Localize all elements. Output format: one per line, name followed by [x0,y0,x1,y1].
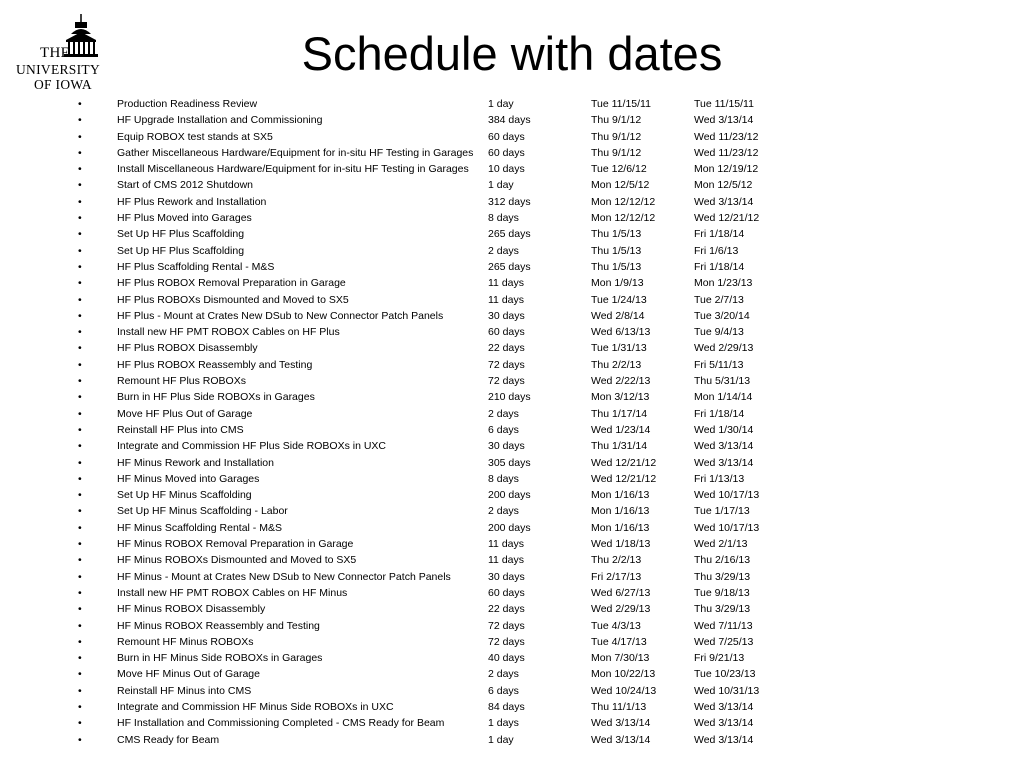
schedule-row [0,618,1024,634]
schedule-row [0,340,1024,356]
task-duration: 60 days [488,586,525,599]
schedule-row [0,275,1024,291]
task-name: Move HF Plus Out of Garage [117,407,253,420]
row-bullet: • [78,570,82,583]
row-bullet: • [78,619,82,632]
task-name: Set Up HF Minus Scaffolding [117,489,252,502]
task-start-date: Thu 1/5/13 [591,260,642,273]
task-name: HF Plus - Mount at Crates New DSub to New Connector Patch Panels [117,309,444,322]
task-name: CMS Ready for Beam [117,733,220,746]
schedule-row [0,292,1024,308]
task-start-date: Thu 9/1/12 [591,114,642,127]
row-bullet: • [78,228,82,241]
row-bullet: • [78,505,82,518]
task-duration: 60 days [488,326,525,339]
task-duration: 1 day [488,98,514,110]
task-name: HF Minus Scaffolding Rental - M&S [117,521,282,534]
task-duration: 30 days [488,570,525,583]
task-name: Remount HF Plus ROBOXs [117,375,246,388]
task-start-date: Mon 1/16/13 [591,521,650,534]
schedule-row [0,324,1024,340]
task-name: Burn in HF Minus Side ROBOXs in Garages [117,652,323,665]
task-name: Production Readiness Review [117,98,258,110]
row-bullet: • [78,407,82,420]
task-finish-date: Wed 2/1/13 [694,538,748,551]
task-finish-date: Tue 1/17/13 [694,505,750,518]
task-name: HF Installation and Commissioning Completed - CMS Ready for Beam [117,717,445,730]
task-finish-date: Fri 1/18/14 [694,260,745,273]
task-duration: 8 days [488,472,519,485]
task-name: HF Plus Rework and Installation [117,195,267,208]
task-duration: 384 days [488,114,531,127]
schedule-row [0,520,1024,536]
task-name: Integrate and Commission HF Minus Side ROBOXs in UXC [117,700,394,713]
schedule-row [0,177,1024,193]
task-start-date: Tue 4/17/13 [591,635,647,648]
schedule-row [0,471,1024,487]
task-start-date: Wed 10/24/13 [591,684,657,697]
task-name: Install Miscellaneous Hardware/Equipment for in-situ HF Testing in Garages [117,163,469,176]
task-start-date: Wed 2/29/13 [591,603,651,616]
task-finish-date: Mon 1/23/13 [694,277,753,290]
task-finish-date: Thu 2/16/13 [694,554,751,567]
task-finish-date: Tue 2/7/13 [694,293,744,306]
schedule-row [0,389,1024,405]
row-bullet: • [78,130,82,143]
row-bullet: • [78,146,82,159]
task-start-date: Thu 9/1/12 [591,130,642,143]
row-bullet: • [78,652,82,665]
task-start-date: Mon 12/12/12 [591,195,656,208]
task-name: HF Plus ROBOX Removal Preparation in Garage [117,277,346,290]
task-duration: 11 days [488,554,524,567]
task-duration: 2 days [488,505,519,518]
task-name: HF Minus ROBOX Removal Preparation in Garage [117,538,354,551]
task-finish-date: Fri 1/6/13 [694,244,739,257]
task-start-date: Wed 2/22/13 [591,375,651,388]
logo-line-the: THE [40,45,71,61]
task-finish-date: Wed 7/11/13 [694,619,753,632]
schedule-row [0,243,1024,259]
schedule-row [0,226,1024,242]
task-finish-date: Wed 10/31/13 [694,684,760,697]
task-finish-date: Fri 5/11/13 [694,358,744,371]
task-duration: 1 day [488,179,514,192]
row-bullet: • [78,163,82,176]
schedule-row [0,161,1024,177]
task-duration: 10 days [488,163,525,176]
schedule-row [0,455,1024,471]
task-name: HF Plus ROBOXs Dismounted and Moved to SX5 [117,293,349,306]
task-duration: 40 days [488,652,525,665]
task-finish-date: Mon 12/5/12 [694,179,753,192]
schedule-row [0,552,1024,568]
row-bullet: • [78,456,82,469]
row-bullet: • [78,98,82,110]
task-start-date: Wed 12/21/12 [591,472,657,485]
task-finish-date: Wed 3/13/14 [694,717,754,730]
row-bullet: • [78,391,82,404]
row-bullet: • [78,586,82,599]
task-finish-date: Fri 1/18/14 [694,228,745,241]
row-bullet: • [78,309,82,322]
task-duration: 6 days [488,423,519,436]
task-name: Set Up HF Minus Scaffolding - Labor [117,505,288,518]
task-duration: 11 days [488,293,524,306]
schedule-row [0,422,1024,438]
task-finish-date: Wed 2/29/13 [694,342,754,355]
task-duration: 72 days [488,635,525,648]
task-start-date: Mon 12/5/12 [591,179,650,192]
task-name: HF Minus - Mount at Crates New DSub to New Connector Patch Panels [117,570,451,583]
task-finish-date: Fri 1/13/13 [694,472,745,485]
row-bullet: • [78,554,82,567]
task-start-date: Fri 2/17/13 [591,570,642,583]
task-duration: 72 days [488,358,525,371]
task-name: HF Plus ROBOX Disassembly [117,342,258,355]
task-duration: 11 days [488,538,524,551]
row-bullet: • [78,538,82,551]
row-bullet: • [78,277,82,290]
schedule-row [0,129,1024,145]
schedule-row [0,732,1024,748]
task-duration: 22 days [488,603,525,616]
task-finish-date: Wed 3/13/14 [694,440,754,453]
task-finish-date: Fri 9/21/13 [694,652,745,665]
task-finish-date: Wed 11/23/12 [694,130,759,143]
task-duration: 312 days [488,195,531,208]
page-title: Schedule with dates [301,27,723,80]
task-duration: 60 days [488,130,525,143]
row-bullet: • [78,326,82,339]
row-bullet: • [78,472,82,485]
schedule-row [0,503,1024,519]
row-bullet: • [78,212,82,225]
task-name: Set Up HF Plus Scaffolding [117,244,245,257]
task-start-date: Mon 7/30/13 [591,652,650,665]
logo-line-university: UNIVERSITY [16,62,100,77]
task-finish-date: Thu 3/29/13 [694,570,751,583]
row-bullet: • [78,700,82,713]
task-name: HF Plus Scaffolding Rental - M&S [117,260,275,273]
task-start-date: Thu 2/2/13 [591,358,642,371]
task-duration: 200 days [488,521,531,534]
schedule-row [0,210,1024,226]
task-duration: 6 days [488,684,519,697]
task-start-date: Thu 1/5/13 [591,244,642,257]
schedule-row [0,194,1024,210]
task-name: HF Minus Rework and Installation [117,456,274,469]
task-duration: 1 days [488,717,519,730]
task-start-date: Wed 1/18/13 [591,538,651,551]
row-bullet: • [78,358,82,371]
task-name: Remount HF Minus ROBOXs [117,635,254,648]
task-duration: 11 days [488,277,524,290]
task-name: HF Plus ROBOX Reassembly and Testing [117,358,313,371]
task-finish-date: Mon 1/14/14 [694,391,753,404]
task-name: HF Minus ROBOX Disassembly [117,603,266,616]
row-bullet: • [78,684,82,697]
task-start-date: Tue 12/6/12 [591,163,647,176]
task-name: HF Upgrade Installation and Commissioning [117,114,323,127]
task-name: Gather Miscellaneous Hardware/Equipment for in-situ HF Testing in Garages [117,146,474,159]
task-finish-date: Wed 3/13/14 [694,456,754,469]
task-finish-date: Wed 10/17/13 [694,521,760,534]
schedule-row [0,308,1024,324]
task-start-date: Tue 1/24/13 [591,293,647,306]
task-duration: 72 days [488,375,525,388]
schedule-row [0,585,1024,601]
task-start-date: Wed 6/13/13 [591,326,651,339]
task-start-date: Mon 1/9/13 [591,277,644,290]
task-start-date: Mon 1/16/13 [591,505,650,518]
task-start-date: Wed 2/8/14 [591,309,645,322]
task-name: HF Plus Moved into Garages [117,212,252,225]
task-finish-date: Fri 1/18/14 [694,407,745,420]
task-name: Install new HF PMT ROBOX Cables on HF Plus [117,326,340,339]
task-duration: 200 days [488,489,531,502]
task-start-date: Mon 3/12/13 [591,391,650,404]
schedule-row [0,96,1024,112]
schedule-row [0,634,1024,650]
task-name: HF Minus Moved into Garages [117,472,260,485]
schedule-row [0,259,1024,275]
task-finish-date: Mon 12/19/12 [694,163,759,176]
schedule-row [0,373,1024,389]
task-duration: 22 days [488,342,525,355]
task-start-date: Thu 1/17/14 [591,407,648,420]
schedule-row [0,145,1024,161]
task-name: Start of CMS 2012 Shutdown [117,179,253,192]
schedule-row [0,112,1024,128]
task-duration: 2 days [488,668,519,681]
task-name: Set Up HF Plus Scaffolding [117,228,245,241]
row-bullet: • [78,668,82,681]
task-start-date: Tue 1/31/13 [591,342,647,355]
task-finish-date: Wed 3/13/14 [694,733,754,746]
row-bullet: • [78,440,82,453]
row-bullet: • [78,603,82,616]
schedule-list [0,96,1024,748]
row-bullet: • [78,489,82,502]
task-start-date: Thu 11/1/13 [591,700,647,713]
task-name: HF Minus ROBOXs Dismounted and Moved to SX5 [117,554,357,567]
task-finish-date: Wed 7/25/13 [694,635,754,648]
task-duration: 60 days [488,146,525,159]
row-bullet: • [78,521,82,534]
task-name: Integrate and Commission HF Plus Side ROBOXs in UXC [117,440,387,453]
schedule-row [0,715,1024,731]
task-start-date: Wed 12/21/12 [591,456,657,469]
schedule-row [0,650,1024,666]
task-duration: 210 days [488,391,531,404]
schedule-row [0,438,1024,454]
task-start-date: Wed 6/27/13 [591,586,651,599]
schedule-row [0,683,1024,699]
schedule-row [0,357,1024,373]
task-start-date: Thu 9/1/12 [591,146,642,159]
task-finish-date: Wed 3/13/14 [694,700,754,713]
logo-line-of-iowa: OF IOWA [34,77,92,92]
task-finish-date: Wed 10/17/13 [694,489,760,502]
row-bullet: • [78,717,82,730]
task-finish-date: Tue 11/15/11 [694,98,754,110]
task-duration: 305 days [488,456,531,469]
task-finish-date: Tue 10/23/13 [694,668,756,681]
task-name: Reinstall HF Minus into CMS [117,684,252,697]
task-duration: 2 days [488,244,519,257]
row-bullet: • [78,195,82,208]
schedule-row [0,487,1024,503]
task-duration: 84 days [488,700,525,713]
task-name: Reinstall HF Plus into CMS [117,423,244,436]
task-finish-date: Wed 3/13/14 [694,114,754,127]
task-duration: 2 days [488,407,519,420]
task-duration: 30 days [488,309,525,322]
row-bullet: • [78,375,82,388]
task-name: Equip ROBOX test stands at SX5 [117,130,273,143]
task-duration: 265 days [488,228,531,241]
task-name: Move HF Minus Out of Garage [117,668,260,681]
task-duration: 1 day [488,733,514,746]
task-finish-date: Thu 5/31/13 [694,375,751,388]
task-duration: 30 days [488,440,525,453]
task-duration: 265 days [488,260,531,273]
task-duration: 8 days [488,212,519,225]
row-bullet: • [78,733,82,746]
schedule-row [0,569,1024,585]
task-finish-date: Tue 3/20/14 [694,309,750,322]
row-bullet: • [78,423,82,436]
schedule-row [0,601,1024,617]
task-duration: 72 days [488,619,525,632]
row-bullet: • [78,114,82,127]
row-bullet: • [78,342,82,355]
schedule-row [0,536,1024,552]
task-start-date: Mon 12/12/12 [591,212,656,225]
schedule-row [0,699,1024,715]
task-start-date: Wed 3/13/14 [591,717,651,730]
task-finish-date: Tue 9/4/13 [694,326,744,339]
task-start-date: Mon 10/22/13 [591,668,656,681]
task-finish-date: Wed 3/13/14 [694,195,754,208]
task-name: Install new HF PMT ROBOX Cables on HF Minus [117,586,348,599]
task-start-date: Thu 2/2/13 [591,554,642,567]
task-finish-date: Wed 11/23/12 [694,146,759,159]
task-start-date: Thu 1/31/14 [591,440,648,453]
task-finish-date: Wed 1/30/14 [694,423,754,436]
task-finish-date: Wed 12/21/12 [694,212,760,225]
task-finish-date: Tue 9/18/13 [694,586,750,599]
task-start-date: Wed 1/23/14 [591,423,651,436]
row-bullet: • [78,293,82,306]
row-bullet: • [78,635,82,648]
task-name: Burn in HF Plus Side ROBOXs in Garages [117,391,315,404]
row-bullet: • [78,260,82,273]
schedule-row [0,666,1024,682]
task-name: HF Minus ROBOX Reassembly and Testing [117,619,320,632]
task-start-date: Thu 1/5/13 [591,228,642,241]
task-start-date: Tue 4/3/13 [591,619,641,632]
row-bullet: • [78,179,82,192]
task-start-date: Mon 1/16/13 [591,489,650,502]
row-bullet: • [78,244,82,257]
task-start-date: Tue 11/15/11 [591,98,651,110]
schedule-row [0,406,1024,422]
task-finish-date: Thu 3/29/13 [694,603,751,616]
task-start-date: Wed 3/13/14 [591,733,651,746]
